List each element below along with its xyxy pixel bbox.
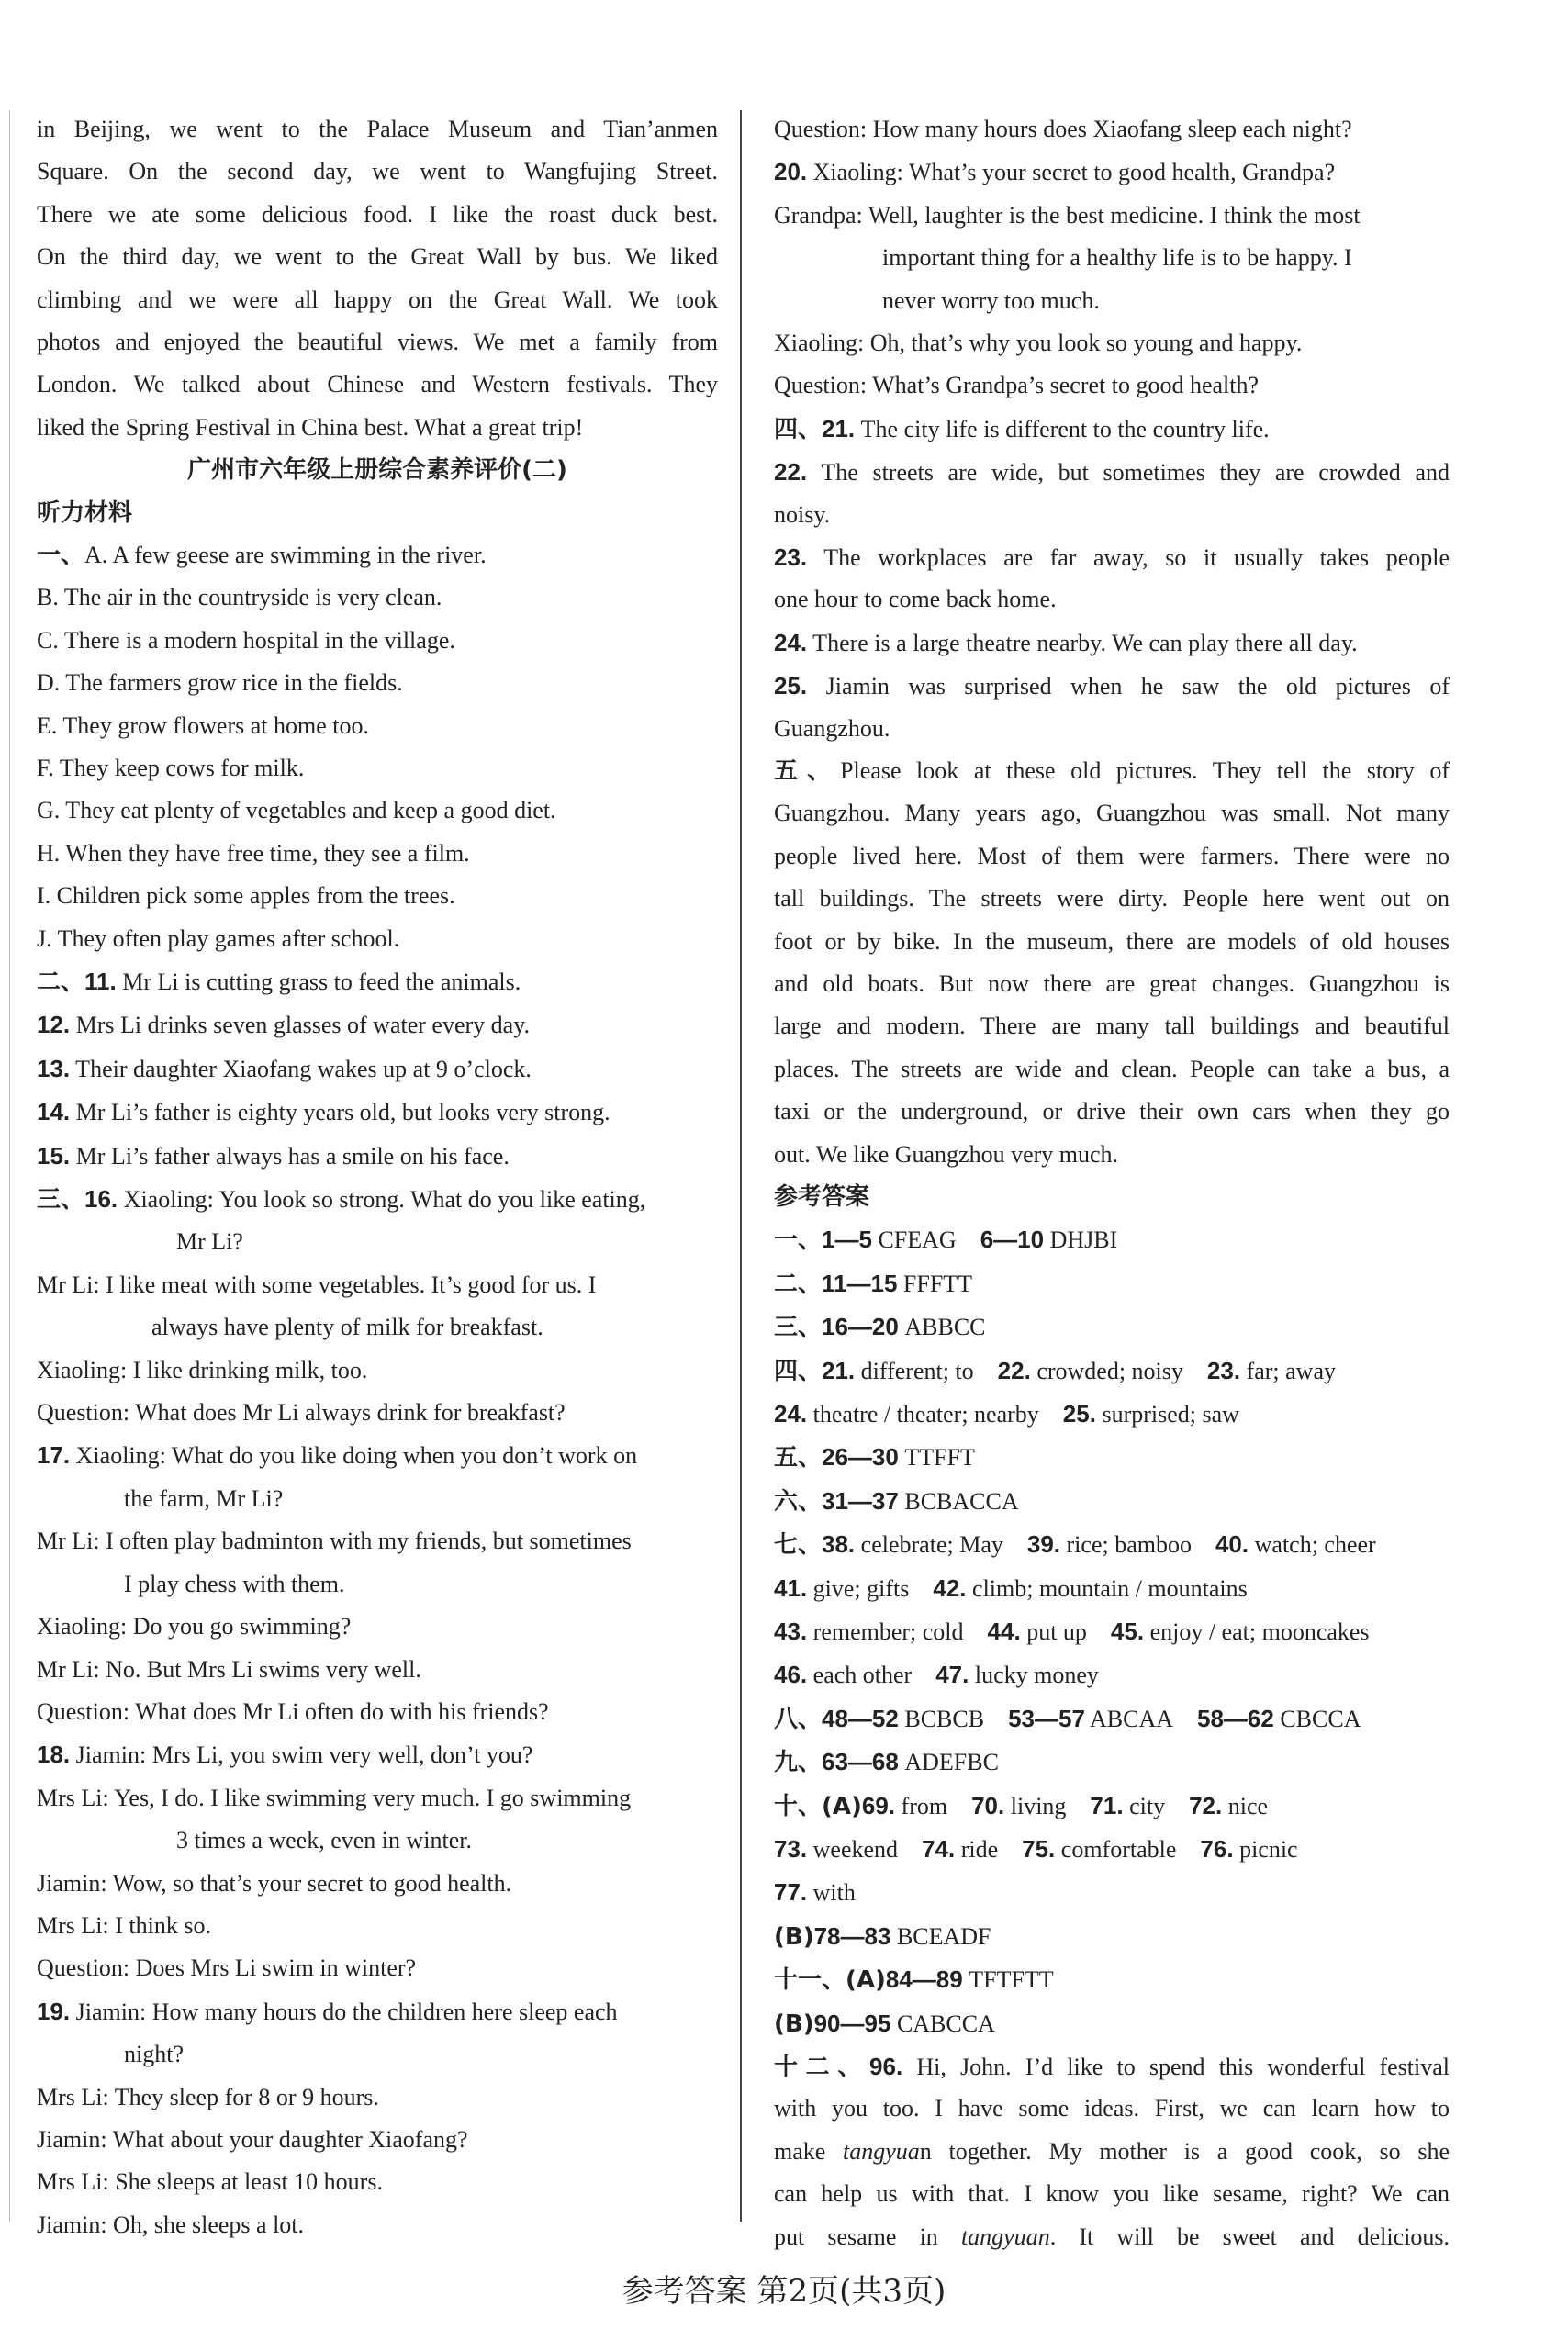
answer-number: 41. [774,1573,808,1602]
item-text: I. Children pick some apples from the trees. [37,882,455,910]
listening-item [37,620,718,662]
answer-row [774,1653,1450,1696]
listening-item [37,1047,718,1091]
answer-text: FFFTT [897,1270,973,1297]
paragraph-line [37,108,718,151]
answer-row [774,1436,1450,1479]
paragraph-line [37,151,718,193]
answer-row [774,1915,1450,1958]
listening-item [774,494,1450,536]
page-edge-line [9,110,10,2222]
question-number: 16. [84,1185,118,1214]
answer-text: CABCCA [890,2010,995,2037]
answer-row [774,1610,1450,1653]
answer-text: different; to [855,1357,974,1384]
answer-text: each other [807,1662,913,1689]
passage-text: and old boats. But now there are great changes. Guangzhou is [774,970,1450,997]
line-text: On the third day, we went to the Great Wall by bus. We liked [37,243,718,271]
passage-text: places. The streets are wide and clean. People can take a bus, a [774,1055,1450,1082]
answer-number: 48—52 [822,1704,899,1732]
essay-text: n together. My mother is a good cook, so she [919,2137,1450,2165]
item-text: Mrs Li drinks seven glasses of water every day. [70,1012,530,1039]
passage-text: tall buildings. The streets were dirty. People here went out on [774,885,1450,912]
question-number: 96. [869,2053,903,2081]
dialog-line [37,2204,718,2246]
answer-number: 58—62 [1197,1704,1274,1732]
listening-item [37,1135,718,1178]
essay-text: with you too. I have some ideas. First, we can learn how to [774,2095,1450,2122]
answer-section: 十、(A) [774,1792,862,1820]
answer-number: 43. [774,1618,808,1646]
dialog-line [37,1349,718,1392]
answer-row [774,1218,1450,1261]
essay-line [774,2088,1450,2130]
dialog-text: Question: What does Mr Li always drink for breakfast? [37,1399,566,1427]
answer-number: 78—83 [813,1921,891,1950]
listening-item [37,960,718,1003]
passage-line [774,1005,1450,1047]
question-number: 25. [774,672,808,700]
listening-item [37,534,718,577]
dialog-text: Xiaoling: What do you like doing when you don’t work on [70,1442,638,1470]
passage-text: taxi or the underground, or drive their own cars when they go [774,1098,1450,1125]
item-text: Mr Li is cutting grass to feed the animals. [116,968,521,996]
line-text: liked the Spring Festival in China best. What a great trip! [37,413,584,441]
answer-section: 十一、(A) [774,1966,886,1995]
answer-text: ABCAA [1084,1705,1173,1732]
dialog-line [774,237,1450,279]
passage-line [774,1048,1450,1091]
passage-line [774,1134,1450,1176]
essay-text: make [774,2137,844,2165]
dialog-line [774,195,1450,237]
answer-section: 二、 [774,1270,823,1298]
item-text: Jiamin was surprised when he saw the old pictures of [807,673,1450,700]
question-number: 13. [37,1054,71,1082]
passage-line [774,1091,1450,1133]
passage-line [774,835,1450,878]
dialog-line [37,1392,718,1434]
answer-text: city [1123,1792,1166,1819]
answer-text: ride [955,1836,999,1864]
listening-item [37,789,718,832]
answer-number: 31—37 [822,1486,899,1515]
answer-section: 五、 [774,1444,823,1472]
question-number: 18. [37,1741,71,1769]
item-text: J. They often play games after school. [37,924,400,952]
answer-number: 16—20 [822,1313,899,1341]
answer-number: 70. [971,1791,1005,1819]
answer-text: TFTFTT [962,1966,1054,1994]
answer-number: 47. [935,1661,969,1689]
dialog-text: Mrs Li: Yes, I do. I like swimming very much. I go swimming [37,1784,632,1811]
essay-line [774,2173,1450,2215]
dialog-text: Xiaoling: Do you go swimming? [37,1613,352,1640]
answer-number: 6—10 [980,1226,1045,1254]
answer-number: 45. [1110,1618,1145,1646]
dialog-line [37,1905,718,1947]
answer-text: ABBCC [898,1314,986,1341]
answer-row [774,1871,1450,1914]
dialog-line [774,364,1450,407]
answer-text: CBCCA [1273,1705,1361,1732]
item-text: The city life is different to the country life. [855,415,1270,442]
item-text: Mr Li’s father is eighty years old, but looks very strong. [70,1099,610,1126]
dialog-text: Mr Li? [176,1228,243,1256]
dialog-line [37,2077,718,2119]
item-text: noisy. [774,500,831,528]
line-text: There we ate some delicious food. I like the roast duck best. [37,200,718,228]
passage-text: Guangzhou. Many years ago, Guangzhou was small. Not many [774,800,1450,827]
dialog-line [37,1563,718,1606]
essay-italic: tangyuan [960,2222,1050,2250]
answer-text: BCBCB [898,1705,985,1732]
paragraph-line [37,407,718,449]
answer-text: CFEAG [871,1226,957,1254]
item-text: A. A few geese are swimming in the river. [84,541,487,568]
item-text: Mr Li’s father always has a smile on his face. [70,1142,510,1170]
answer-text: DHJBI [1044,1226,1118,1254]
paragraph-line [37,236,718,278]
answer-section: 八、 [774,1705,823,1733]
listening-item [774,408,1450,451]
answer-row [774,1567,1450,1610]
dialog-text: Grandpa: Well, laughter is the best medicine. I think the most [774,201,1361,229]
answer-text: far; away [1240,1357,1336,1384]
answer-text: rice; bamboo [1060,1531,1192,1559]
section-number: 三、 [37,1186,85,1215]
listening-item [774,708,1450,750]
section-number: 十二、 [774,2054,870,2082]
dialog-text: Jiamin: Wow, so that’s your secret to good health. [37,1869,512,1897]
item-text: C. There is a modern hospital in the village. [37,626,455,654]
dialog-line [37,1478,718,1520]
dialog-text: Mrs Li: They sleep for 8 or 9 hours. [37,2083,379,2110]
answer-text: TTFFT [898,1444,975,1472]
listening-item [37,662,718,704]
answer-number: 53—57 [1008,1704,1085,1732]
dialog-line [37,2119,718,2161]
dialog-line [774,108,1450,151]
dialog-line [774,280,1450,322]
answer-number: 42. [933,1573,967,1602]
dialog-text: the farm, Mr Li? [124,1484,284,1512]
dialog-line [37,1178,718,1221]
answer-text: BCBACCA [898,1487,1019,1515]
answer-row [774,1480,1450,1523]
listening-item [774,665,1450,707]
listening-item [37,875,718,917]
listening-item [37,705,718,747]
dialog-line [37,1434,718,1477]
answer-text: watch; cheer [1249,1531,1376,1559]
item-text: B. The air in the countryside is very clean. [37,584,442,611]
dialog-line [37,1649,718,1691]
passage-text: Please look at these old pictures. They tell the story of [840,757,1450,785]
question-number: 21. [822,414,856,442]
answer-row [774,1697,1450,1741]
answer-number: 90—95 [813,2009,891,2037]
passage-text: out. We like Guangzhou very much. [774,1140,1119,1168]
answer-number: 40. [1215,1530,1249,1559]
page-footer: 参考答案 第2页(共3页) [622,2273,946,2310]
listening-item [774,451,1450,493]
dialog-text: Mr Li: No. But Mrs Li swims very well. [37,1655,421,1683]
line-text: in Beijing, we went to the Palace Museum and Tian’anmen [37,116,718,142]
answer-number: 84—89 [885,1965,963,1994]
answer-text: comfortable [1055,1836,1177,1864]
answers-heading: 参考答案 [774,1182,870,1211]
listening-heading: 听力材料 [37,498,133,527]
answer-section: 四、 [774,1357,823,1385]
answer-row [774,1785,1450,1828]
dialog-text: Mrs Li: I think so. [37,1911,211,1939]
dialog-text: Jiamin: What about your daughter Xiaofang? [37,2125,468,2153]
answer-text: theatre / theater; nearby [807,1401,1039,1428]
answer-section: 六、 [774,1487,823,1516]
question-number: 19. [37,1997,71,2025]
essay-text: put sesame in [774,2222,961,2250]
column-divider [740,110,742,2222]
question-number: 14. [37,1098,71,1126]
answer-number: 21. [822,1356,856,1384]
listening-item [37,918,718,960]
dialog-text: Jiamin: How many hours do the children here sleep each [70,1998,618,2025]
item-text: D. The farmers grow rice in the fields. [37,669,403,697]
dialog-line [37,1990,718,2033]
dialog-line [37,1520,718,1562]
answer-text: weekend [807,1836,899,1864]
essay-text: Hi, John. I’d like to spend this wonderful festival [902,2054,1450,2081]
answer-section: (B) [774,2010,814,2038]
answer-number: 73. [774,1835,808,1864]
question-number: 17. [37,1441,71,1470]
question-number: 11. [84,968,117,996]
essay-line [774,2045,1450,2088]
dialog-line [37,1947,718,1989]
answer-row [774,2002,1450,2045]
item-text: Guangzhou. [774,714,890,742]
dialog-text: Question: How many hours does Xiaofang sleep each night? [774,116,1352,142]
dialog-line [37,1777,718,1819]
dialog-line [37,2033,718,2076]
answer-number: 22. [997,1356,1031,1384]
answer-number: 75. [1022,1835,1056,1864]
dialog-line [774,151,1450,194]
dialog-line [37,1691,718,1733]
dialog-line [37,1733,718,1776]
question-number: 20. [774,158,808,186]
dialog-text: I play chess with them. [124,1570,345,1597]
dialog-line [37,2161,718,2203]
answer-text: put up [1020,1618,1087,1646]
question-number: 15. [37,1141,71,1170]
question-number: 12. [37,1011,71,1039]
paragraph-line [37,279,718,321]
answer-text: enjoy / eat; mooncakes [1144,1618,1370,1646]
dialog-line [37,1606,718,1648]
line-text: photos and enjoyed the beautiful views. We met a family from [37,328,718,355]
answer-section: 九、 [774,1749,823,1777]
question-number: 24. [774,628,808,656]
listening-item [774,621,1450,665]
answer-text: nice [1222,1792,1269,1819]
dialog-text: Jiamin: Mrs Li, you swim very well, don’t you? [70,1741,533,1769]
dialog-line [774,322,1450,364]
answer-text: BCEADF [890,1922,991,1950]
answer-text: living [1004,1792,1067,1819]
answer-number: 44. [987,1618,1021,1646]
section-number: 四、 [774,415,823,443]
answer-text: remember; cold [807,1618,964,1646]
answer-text: with [807,1879,856,1907]
answer-number: 46. [774,1661,808,1689]
passage-line [774,921,1450,963]
answer-number: 24. [774,1400,808,1428]
dialog-text: 3 times a week, even in winter. [176,1827,473,1854]
dialog-text: important thing for a healthy life is to be happy. I [882,244,1352,272]
answer-section: 七、 [774,1531,823,1560]
dialog-text: Mr Li: I often play badminton with my friends, but sometimes [37,1528,632,1555]
dialog-text: always have plenty of milk for breakfast. [151,1314,543,1341]
answer-text: crowded; noisy [1030,1357,1183,1384]
line-text: Square. On the second day, we went to Wangfujing Street. [37,158,718,185]
dialog-text: Xiaoling: You look so strong. What do you like eating, [118,1186,646,1214]
item-text: The streets are wide, but sometimes they are crowded and [807,459,1450,487]
answer-number: 38. [822,1530,856,1559]
essay-text: can help us with that. I know you like sesame, right? We can [774,2180,1450,2208]
dialog-text: Xiaoling: I like drinking milk, too. [37,1356,368,1383]
dialog-text: Mrs Li: She sleeps at least 10 hours. [37,2168,383,2196]
passage-text: people lived here. Most of them were farmers. There were no [774,842,1450,869]
passage-line [774,963,1450,1005]
item-text: The workplaces are far away, so it usually takes people [807,544,1450,572]
answer-number: 77. [774,1878,808,1907]
passage-text: foot or by bike. In the museum, there are models of old houses [774,927,1450,955]
listening-item [37,747,718,789]
answer-text: picnic [1233,1836,1298,1864]
dialog-line [37,1264,718,1306]
answer-text: lucky money [969,1662,1099,1689]
item-text: F. They keep cows for milk. [37,754,305,781]
listening-item [37,1091,718,1134]
answer-number: 63—68 [822,1748,899,1776]
section-number: 五、 [774,757,841,786]
answer-row [774,1393,1450,1436]
answer-number: 76. [1200,1835,1234,1864]
item-text: G. They eat plenty of vegetables and keep a good diet. [37,797,556,824]
dialog-line [37,1221,718,1263]
answer-number: 39. [1026,1530,1061,1559]
section-number: 一、 [37,541,85,569]
dialog-text: Mr Li: I like meat with some vegetables. It’s good for us. I [37,1271,597,1298]
answer-section: 一、 [774,1226,823,1255]
answer-number: 11—15 [822,1269,898,1297]
paragraph-line [37,321,718,364]
listening-item [774,578,1450,621]
line-text: London. We talked about Chinese and Western festivals. They [37,371,718,398]
listening-item [37,577,718,619]
answer-text: from [895,1792,948,1819]
passage-line [774,878,1450,920]
left-column [37,108,718,2246]
answer-number: 25. [1062,1400,1096,1428]
answer-row [774,1741,1450,1784]
paragraph-line [37,364,718,406]
answer-row [774,1523,1450,1566]
passage-line [774,750,1450,792]
item-text: H. When they have free time, they see a film. [37,839,470,867]
dialog-text: Question: What does Mr Li often do with his friends? [37,1697,549,1725]
answer-number: 71. [1090,1791,1124,1819]
paragraph-line [37,194,718,236]
dialog-text: Xiaoling: Oh, that’s why you look so young and happy. [774,330,1303,357]
answer-text: ADEFBC [898,1749,999,1776]
item-text: There is a large theatre nearby. We can play there all day. [807,629,1358,656]
question-number: 23. [774,543,808,572]
answer-number: 72. [1189,1791,1223,1819]
answer-row [774,1349,1450,1393]
answer-row [774,1262,1450,1305]
line-text: climbing and we were all happy on the Great Wall. We took [37,286,718,313]
item-text: E. They grow flowers at home too. [37,711,369,739]
section-number: 二、 [37,968,85,997]
answer-text: give; gifts [807,1574,910,1602]
answer-number: 1—5 [822,1226,872,1254]
dialog-text: Question: Does Mrs Li swim in winter? [37,1954,417,1982]
right-column [774,108,1450,2258]
answer-number: 23. [1206,1356,1241,1384]
answer-text: celebrate; May [855,1531,1003,1559]
listening-item [37,1003,718,1047]
item-text: one hour to come back home. [774,586,1057,613]
essay-italic: tangyua [843,2137,920,2165]
question-number: 22. [774,458,808,487]
dialog-text: night? [124,2041,184,2068]
answer-text: surprised; saw [1095,1401,1239,1428]
section-title: 广州市六年级上册综合素养评价(二) [187,456,567,485]
passage-line [774,792,1450,834]
dialog-line [37,1863,718,1905]
listening-item [774,536,1450,578]
answer-section: 三、 [774,1314,823,1342]
essay-line [774,2216,1450,2258]
answer-row [774,1958,1450,2001]
listening-item [37,833,718,875]
answer-number: 74. [922,1835,956,1864]
item-text: Their daughter Xiaofang wakes up at 9 o’clock. [70,1055,532,1082]
dialog-text: never worry too much. [882,286,1100,314]
answer-number: 26—30 [822,1443,899,1472]
essay-line [774,2131,1450,2173]
dialog-line [37,1306,718,1349]
dialog-line [37,1819,718,1862]
answer-row [774,1828,1450,1871]
answer-section: (B) [774,1922,814,1951]
dialog-text: Question: What’s Grandpa’s secret to good health? [774,372,1260,399]
passage-text: large and modern. There are many tall buildings and beautiful [774,1013,1450,1040]
essay-text: . It will be sweet and delicious. [1049,2222,1450,2250]
answer-number: 69. [861,1791,896,1819]
answer-row [774,1305,1450,1349]
dialog-text: Jiamin: Oh, she sleeps a lot. [37,2211,305,2238]
answer-text: climb; mountain / mountains [966,1574,1248,1602]
dialog-text: Xiaoling: What’s your secret to good health, Grandpa? [807,159,1336,186]
